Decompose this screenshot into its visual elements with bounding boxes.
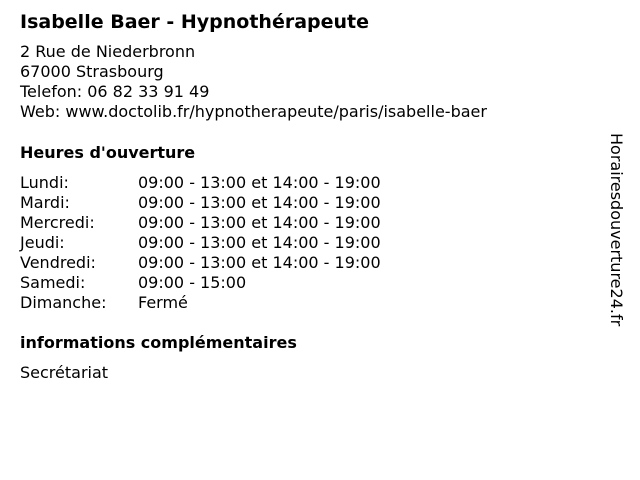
time-value: 09:00 - 13:00 et 14:00 - 19:00 [138,173,381,192]
time-value: 09:00 - 13:00 et 14:00 - 19:00 [138,193,381,212]
address-city: 67000 Strasbourg [20,62,164,81]
time-value: 09:00 - 15:00 [138,273,247,292]
hours-heading: Heures d'ouverture [20,143,196,162]
opening-hours-table [20,173,600,313]
phone-number: Telefon: 06 82 33 91 49 [20,82,210,101]
address-street: 2 Rue de Niederbronn [20,42,196,61]
hours-row-sunday [20,293,600,313]
day-label: Lundi: [20,173,69,192]
hours-row-friday [20,253,600,273]
watermark-text: Horairesdouverture24.fr [607,133,626,327]
hours-row-tuesday [20,193,600,213]
time-value: 09:00 - 13:00 et 14:00 - 19:00 [138,233,381,252]
time-value: Fermé [138,293,188,312]
time-value: 09:00 - 13:00 et 14:00 - 19:00 [138,253,381,272]
hours-row-thursday [20,233,600,253]
day-label: Vendredi: [20,253,96,272]
day-label: Samedi: [20,273,86,292]
time-value: 09:00 - 13:00 et 14:00 - 19:00 [138,213,381,232]
day-label: Mardi: [20,193,70,212]
day-label: Dimanche: [20,293,107,312]
site-watermark [606,133,626,345]
website-link: Web: www.doctolib.fr/hypnotherapeute/paris/isabelle-baer [20,102,487,121]
business-name: Isabelle Baer - Hypnothérapeute [20,11,370,33]
additional-info-text: Secrétariat [20,363,109,382]
business-card [20,10,600,383]
day-label: Jeudi: [20,233,65,252]
hours-row-saturday [20,273,600,293]
additional-info-heading: informations complémentaires [20,333,297,352]
hours-row-monday [20,173,600,193]
day-label: Mercredi: [20,213,95,232]
hours-row-wednesday [20,213,600,233]
